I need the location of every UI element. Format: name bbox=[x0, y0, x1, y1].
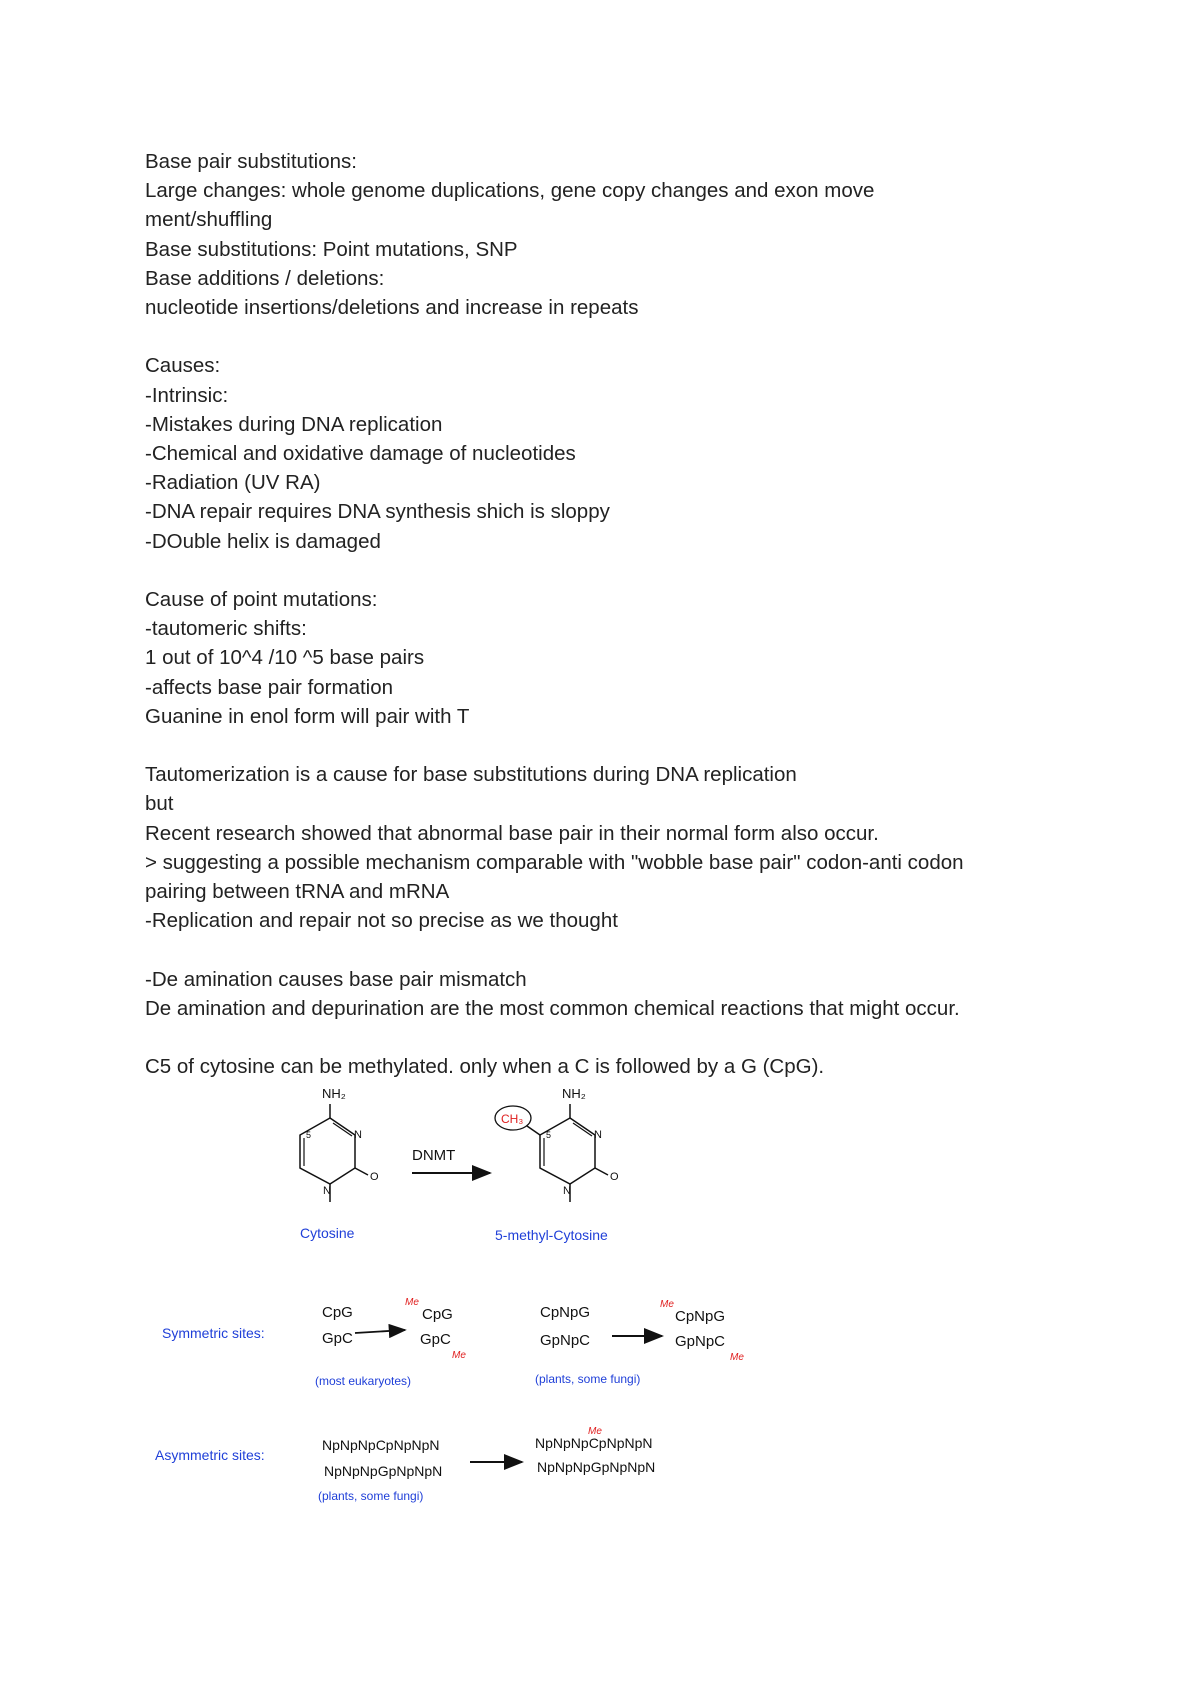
note-line: -Intrinsic: bbox=[145, 383, 229, 407]
note-line bbox=[145, 556, 1045, 585]
methyl-cytosine-o-label: O bbox=[610, 1171, 619, 1183]
symmetric-sites-label: Symmetric sites: bbox=[162, 1325, 265, 1341]
methyl-cytosine-n1-label: N bbox=[563, 1185, 571, 1197]
cytosine-c5-label: 5 bbox=[306, 1130, 312, 1140]
note-line: -Chemical and oxidative damage of nucleotides bbox=[145, 442, 576, 466]
symmetric-sites-section bbox=[162, 1297, 744, 1388]
sym-me-bottom: Me bbox=[452, 1350, 466, 1361]
note-line bbox=[145, 1023, 1045, 1052]
note-line: Base pair substitutions: bbox=[145, 150, 357, 173]
note-line: -affects base pair formation bbox=[145, 675, 394, 699]
asym-plants-fungi: (plants, some fungi) bbox=[318, 1489, 424, 1503]
note-line: -Replication and repair not so precise as we thought bbox=[145, 909, 618, 933]
sym-gpc-left: GpC bbox=[322, 1330, 353, 1347]
sym-gpnpc-left: GpNpC bbox=[540, 1332, 591, 1349]
sym-most-eukaryotes: (most eukaryotes) bbox=[315, 1374, 412, 1388]
asym-top-left: NpNpNpCpNpNpN bbox=[322, 1437, 440, 1453]
sym-cpg-left: CpG bbox=[322, 1304, 353, 1321]
sym-me-top-2: Me bbox=[660, 1299, 674, 1310]
sym-gpc-right: GpC bbox=[420, 1331, 451, 1348]
cytosine-n3-label: N bbox=[354, 1129, 362, 1141]
cytosine-methylation-figure bbox=[150, 1080, 790, 1510]
note-line: Recent research showed that abnormal base pair in their normal form also occur. bbox=[145, 821, 879, 845]
note-line: Causes: bbox=[145, 354, 221, 378]
asym-bottom-right: NpNpNpGpNpNpN bbox=[537, 1459, 656, 1475]
cytosine-structure bbox=[300, 1086, 379, 1241]
methyl-ch3-label: CH₃ bbox=[501, 1112, 524, 1126]
note-line: Guanine in enol form will pair with T bbox=[145, 704, 470, 728]
note-line: Base additions / deletions: bbox=[145, 266, 385, 290]
note-line: Base substitutions: Point mutations, SNP bbox=[145, 237, 518, 261]
methyl-cytosine-c5-label: 5 bbox=[546, 1130, 552, 1140]
note-line: -DOuble helix is damaged bbox=[145, 529, 381, 553]
note-line: -De amination causes base pair mismatch bbox=[145, 967, 527, 991]
note-line: -DNA repair requires DNA synthesis shich is sloppy bbox=[145, 500, 610, 524]
note-line: 1 out of 10^4 /10 ^5 base pairs bbox=[145, 646, 425, 670]
asym-me: Me bbox=[588, 1426, 602, 1437]
methyl-cytosine-structure bbox=[495, 1086, 619, 1243]
sym-gpnpc-right: GpNpC bbox=[675, 1333, 726, 1350]
note-line: ment/shuffling bbox=[145, 208, 273, 232]
dnmt-reaction-arrow bbox=[412, 1147, 490, 1173]
asym-top-right: NpNpNpCpNpNpN bbox=[535, 1435, 653, 1451]
note-line bbox=[145, 322, 1045, 351]
note-line: but bbox=[145, 792, 174, 816]
sym-cpg-right: CpG bbox=[422, 1306, 453, 1323]
sym-cpnpg-left: CpNpG bbox=[540, 1304, 591, 1321]
asym-bottom-left: NpNpNpGpNpNpN bbox=[324, 1463, 443, 1479]
sym-me-top: Me bbox=[405, 1297, 419, 1308]
sym-me-bottom-2: Me bbox=[730, 1352, 744, 1363]
asymmetric-sites-label: Asymmetric sites: bbox=[155, 1447, 265, 1463]
note-line bbox=[145, 731, 1045, 760]
note-line: Large changes: whole genome duplications, gene copy changes and exon move bbox=[145, 179, 875, 203]
asymmetric-sites-section bbox=[155, 1426, 655, 1503]
methyl-cytosine-caption: 5-methyl-Cytosine bbox=[495, 1227, 608, 1243]
note-line: C5 of cytosine can be methylated. only when a C is followed by a G (CpG). bbox=[145, 1055, 825, 1079]
note-line: > suggesting a possible mechanism comparable with "wobble base pair" codon-anti codon bbox=[145, 850, 964, 874]
sym-plants-fungi: (plants, some fungi) bbox=[535, 1372, 641, 1386]
notes-text bbox=[145, 147, 1045, 1081]
note-line: Tautomerization is a cause for base substitutions during DNA replication bbox=[145, 763, 797, 787]
methyl-cytosine-n3-label: N bbox=[594, 1129, 602, 1141]
cytosine-nh2-label: NH₂ bbox=[322, 1086, 346, 1101]
cytosine-o-label: O bbox=[370, 1171, 379, 1183]
note-line: -Mistakes during DNA replication bbox=[145, 412, 443, 436]
note-line bbox=[145, 935, 1045, 964]
note-line: Cause of point mutations: bbox=[145, 588, 378, 612]
note-line: -Radiation (UV RA) bbox=[145, 471, 321, 495]
cytosine-n1-label: N bbox=[323, 1185, 331, 1197]
note-line: nucleotide insertions/deletions and increase in repeats bbox=[145, 296, 639, 320]
cytosine-caption: Cytosine bbox=[300, 1225, 355, 1241]
sym-cpnpg-right: CpNpG bbox=[675, 1308, 726, 1325]
dnmt-label: DNMT bbox=[412, 1147, 456, 1164]
note-line: pairing between tRNA and mRNA bbox=[145, 880, 450, 904]
methyl-cytosine-nh2-label: NH₂ bbox=[562, 1086, 586, 1101]
note-line: -tautomeric shifts: bbox=[145, 617, 307, 641]
note-line: De amination and depurination are the most common chemical reactions that might occur. bbox=[145, 996, 960, 1020]
